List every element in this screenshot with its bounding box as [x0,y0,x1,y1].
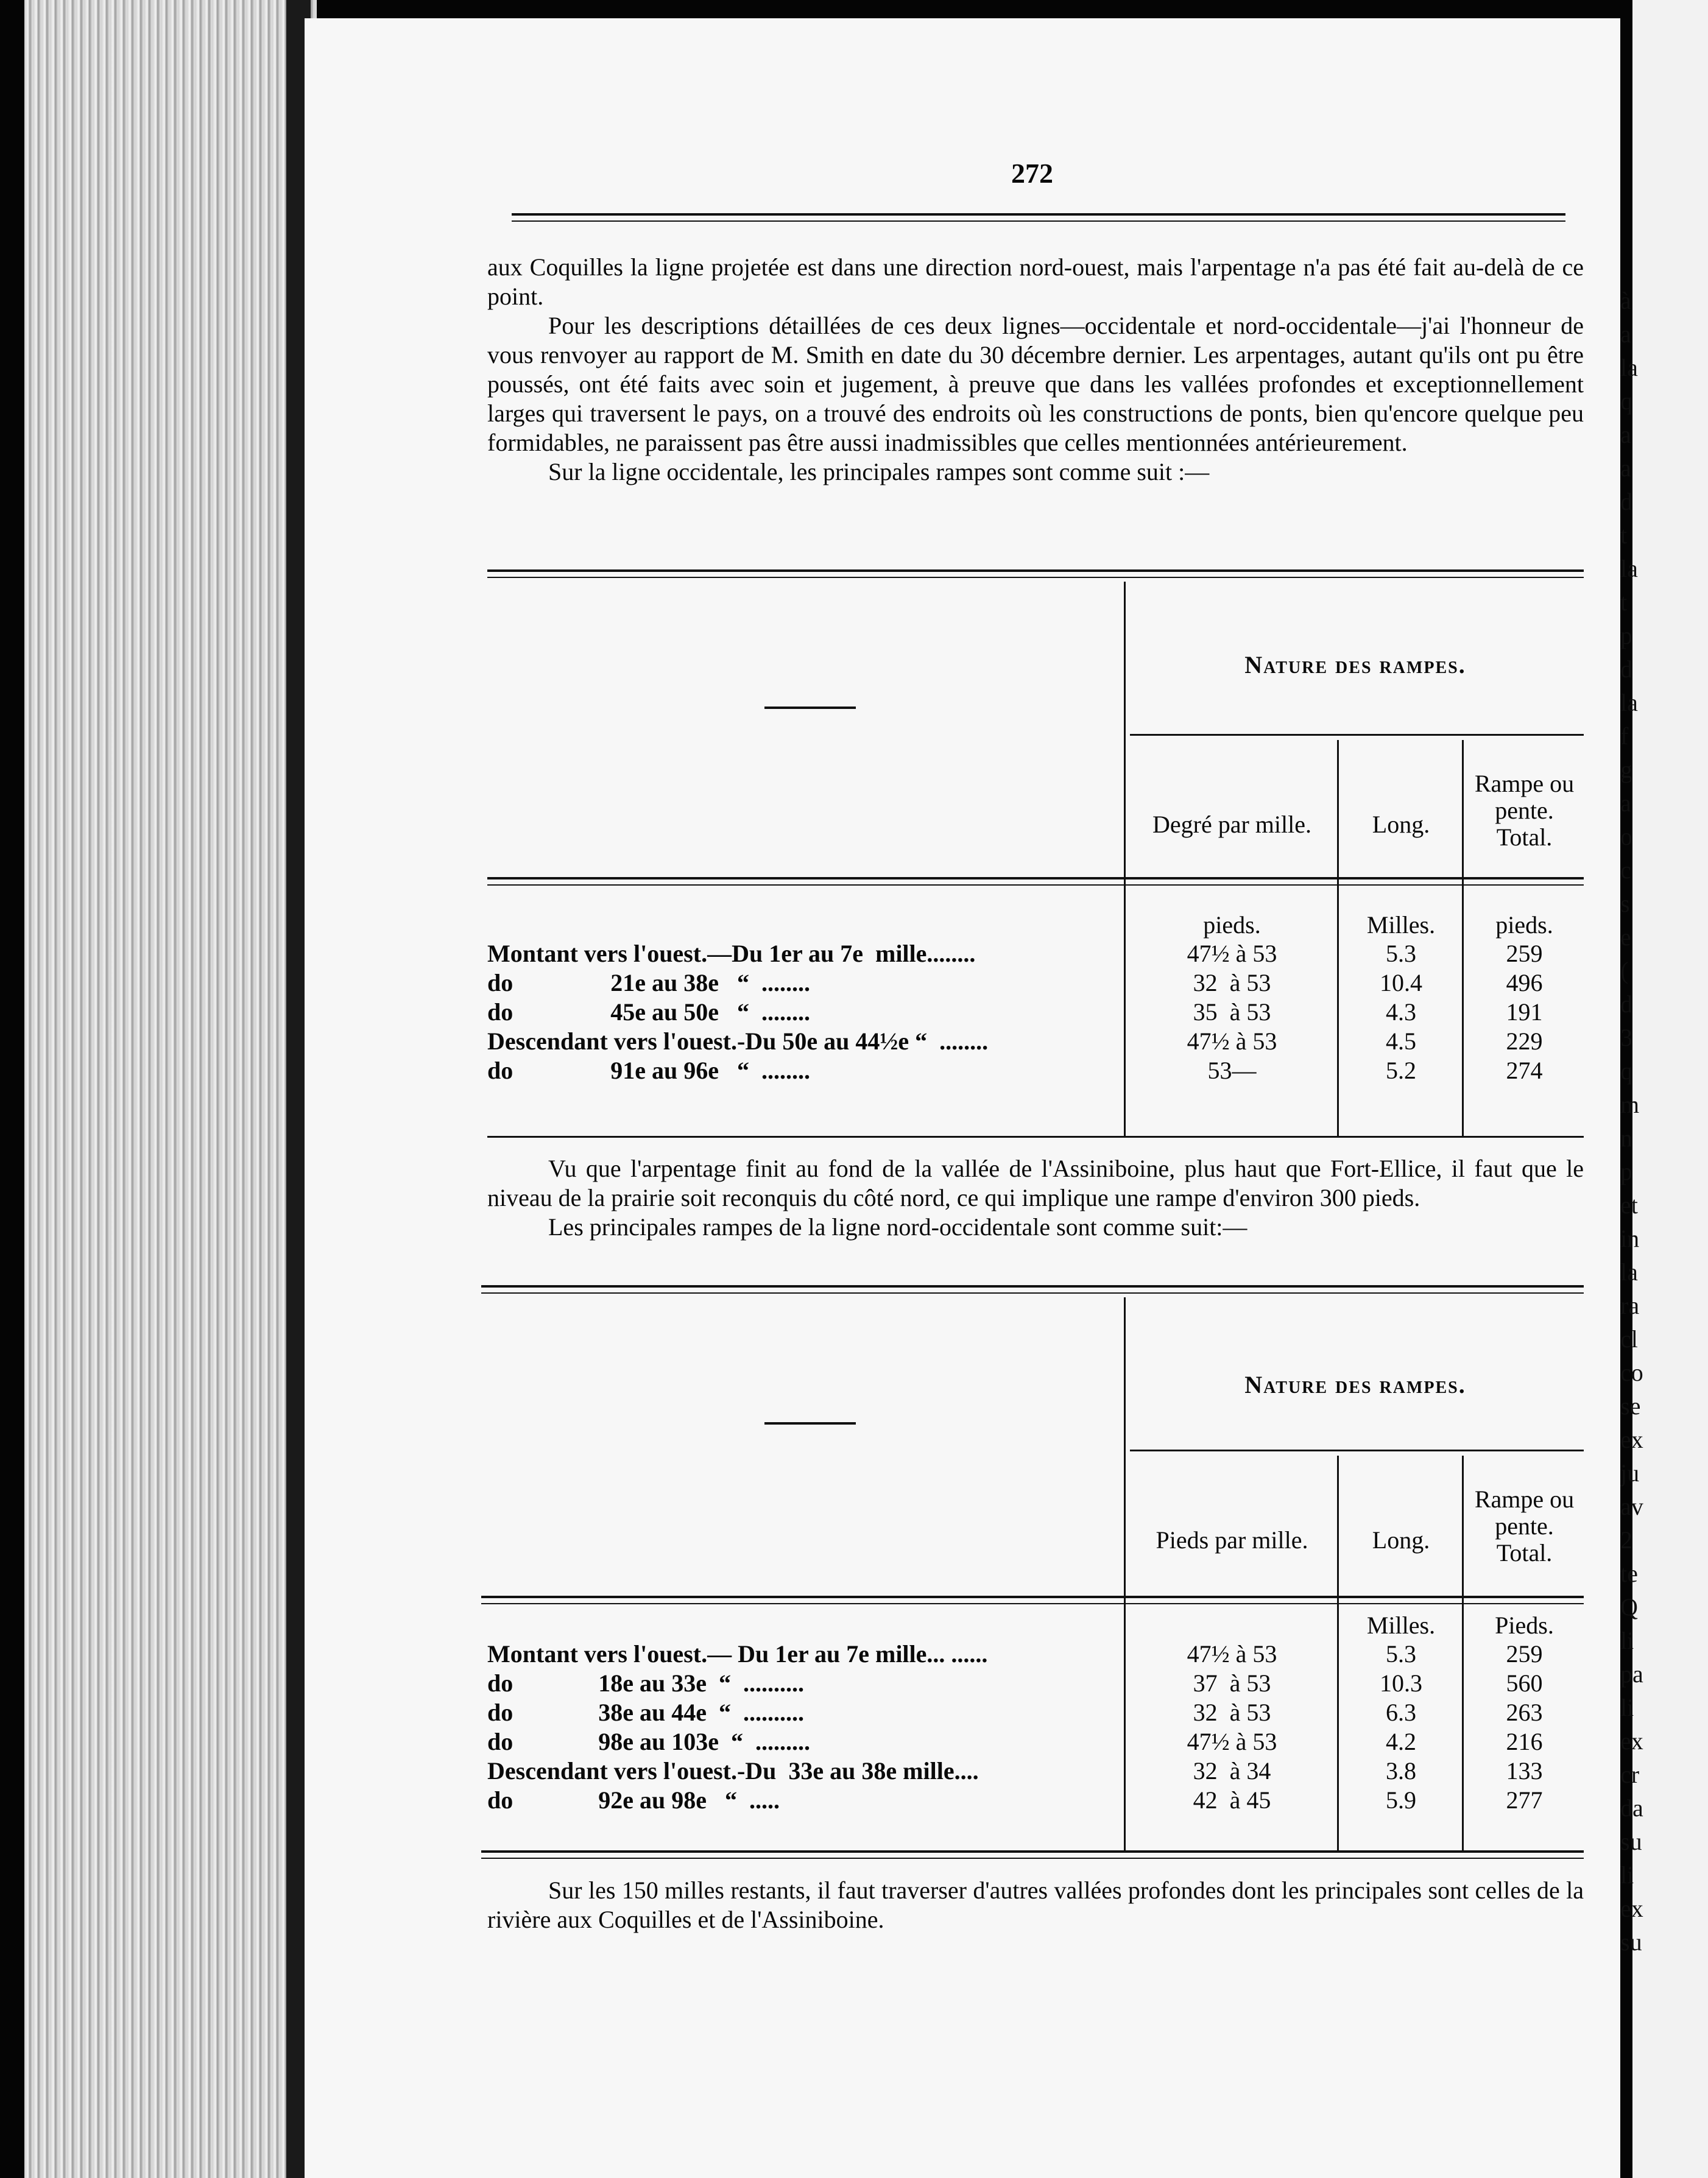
table2-col-divider-2 [1462,1456,1464,1852]
next-page-fragment: a [1620,454,1631,482]
next-page-fragment: li [1620,1694,1634,1721]
next-page-fragment: su [1620,1828,1642,1855]
table-row-label: do 18e au 33e “ .......... [487,1669,804,1697]
table1-col-total: Rampe ou pente. Total. [1474,770,1575,851]
table1-nature-header: Nature des rampes. [1244,651,1466,678]
table2-unit-total: Pieds. [1495,1612,1554,1639]
table1-stub-dash [764,707,856,709]
table-cell-long: 3.8 [1386,1757,1416,1785]
table-cell-long: 10.4 [1380,969,1422,996]
table-cell-long: 6.3 [1386,1699,1416,1726]
table-cell-degree: 47½ à 53 [1187,1728,1277,1755]
next-page-fragment: cl [1620,1325,1638,1353]
table-cell-degree: 42 à 45 [1193,1786,1271,1814]
table2-stub-dash [764,1422,856,1425]
next-page-fragment: co [1620,1359,1643,1386]
paragraph-4: Vu que l'arpentage finit au fond de la vallée de l'Assiniboine, plus haut que Fort-Ellice, il faut que le niveau de la prairie soit reconquis du côté nord, ce qui implique une rampe d'environ 300 pieds. [487,1155,1584,1211]
next-page-fragment: la [1620,555,1638,582]
next-page-margin [1620,0,1708,2178]
table-cell-total: 216 [1506,1728,1543,1755]
table1-col-divider-2 [1462,740,1464,1136]
table2-nature-header: Nature des rampes. [1244,1371,1466,1398]
table1-unit-total: pieds. [1495,911,1553,939]
table2-col-long: Long. [1372,1526,1430,1554]
next-page-fragment: à [1620,287,1631,314]
table2-stub-divider [1124,1297,1126,1852]
next-page-fragment: pa [1620,1660,1643,1688]
table2-col-degree: Pieds par mille. [1156,1526,1308,1554]
next-page-fragment: p [1620,622,1632,649]
table-row-label: Descendant vers l'ouest.-Du 50e au 44½e “ ........ [487,1027,989,1055]
table2-unit-long: Milles. [1366,1612,1436,1639]
next-page-fragment: Q [1620,1593,1638,1621]
table-cell-degree: 35 à 53 [1193,998,1271,1026]
table2-subheader-rule [1130,1450,1584,1451]
next-page-fragment: ra [1620,1292,1640,1319]
next-page-fragment: g [1620,756,1632,783]
next-page-fragment: la [1620,354,1638,381]
next-page-fragment: ex [1620,1895,1643,1922]
table-cell-total: 133 [1506,1757,1543,1785]
next-page-fragment: da [1620,1794,1643,1822]
next-page-fragment: f [1620,722,1629,750]
table-cell-total: 263 [1506,1699,1543,1726]
next-page-fragment: in [1620,1225,1640,1252]
text-bottom [487,1876,1584,1934]
table-cell-total: 191 [1506,998,1543,1026]
table-cell-long: 4.2 [1386,1728,1416,1755]
table-cell-degree: 32 à 53 [1193,1699,1271,1726]
table2-top-rule [481,1285,1584,1294]
table-cell-long: 5.3 [1386,940,1416,967]
table-row-label: do 98e au 103e “ ......... [487,1728,810,1755]
table-row-label: Montant vers l'ouest.—Du 1er au 7e mille........ [487,940,976,967]
table1-bottom-rule [487,1136,1584,1138]
next-page-fragment: a [1620,320,1631,348]
table-cell-total: 259 [1506,1640,1543,1668]
table-cell-total: 496 [1506,969,1543,996]
next-page-fragment: 2 [1620,1526,1632,1554]
next-page-fragment: li [1620,1627,1634,1654]
next-page-fragment: te [1620,1560,1638,1587]
book-page-edges [24,0,317,2178]
table-cell-degree: 47½ à 53 [1187,1640,1277,1668]
table-cell-degree: 53— [1207,1057,1257,1084]
table1-col-long: Long. [1372,811,1430,838]
page-number: 272 [1011,158,1053,189]
table1-stub-divider [1124,582,1126,1136]
next-page-fragment: a [1620,789,1631,817]
text-top [487,253,1584,487]
header-rule [512,213,1565,222]
next-page-fragment: d [1620,990,1632,1018]
next-page-fragment: 3 [1620,1024,1632,1051]
table-cell-degree: 37 à 53 [1193,1669,1271,1697]
table-cell-total: 259 [1506,940,1543,967]
table1-top-rule [487,569,1584,578]
table1-col-divider-1 [1337,740,1339,1136]
next-page-fragment: a [1620,421,1631,448]
next-page-fragment: se [1620,1392,1641,1420]
next-page-fragment: ju [1620,1459,1640,1487]
next-page-fragment: ex [1620,1426,1643,1453]
table-row-label: do 38e au 44e “ .......... [487,1699,804,1726]
next-page-fragment: ex [1620,1727,1643,1755]
document-page [305,18,1620,2178]
paragraph-5: Les principales rampes de la ligne nord-occidentale sont comme suit:— [548,1213,1247,1241]
table-cell-total: 274 [1506,1057,1543,1084]
next-page-fragment: t [1620,521,1628,549]
next-page-fragment: e [1620,923,1631,951]
next-page-fragment: su [1620,1928,1642,1956]
next-page-fragment: ( [1620,957,1629,984]
next-page-fragment: q [1620,1057,1632,1085]
table-row-label: Montant vers l'ouest.— Du 1er au 7e mille... ...... [487,1640,988,1668]
table1-unit-degree: pieds. [1203,911,1261,939]
next-page-fragment: li [1620,1861,1634,1889]
table-cell-long: 5.9 [1386,1786,1416,1814]
next-page-fragment: c [1620,856,1631,884]
table-cell-degree: 32 à 53 [1193,969,1271,996]
next-page-fragment: p [1620,1158,1632,1185]
table-cell-long: 10.3 [1380,1669,1422,1697]
text-middle [487,1154,1584,1242]
table-cell-total: 277 [1506,1786,1543,1814]
next-page-fragment: d [1620,655,1632,683]
table2-col-divider-1 [1337,1456,1339,1852]
next-page-fragment: av [1620,1493,1643,1520]
table-cell-long: 5.3 [1386,1640,1416,1668]
paragraph-1: aux Coquilles la ligne projetée est dans une direction nord-ouest, mais l'arpentage n'a pas été fait au-delà de ce point. [487,253,1584,310]
table2-header-rule [481,1596,1584,1604]
paragraph-3: Sur la ligne occidentale, les principales rampes sont comme suit :— [548,458,1210,485]
table-row-label: do 92e au 98e “ ..... [487,1786,780,1814]
next-page-fragment: et [1620,1191,1638,1219]
table1-unit-long: Milles. [1366,911,1436,939]
table-cell-long: 5.2 [1386,1057,1416,1084]
table-cell-total: 229 [1506,1027,1543,1055]
table-cell-long: 4.5 [1386,1027,1416,1055]
table1-subheader-rule [1130,734,1584,736]
next-page-fragment: d [1620,488,1632,515]
next-page-fragment: la [1620,689,1638,716]
table-row-label: Descendant vers l'ouest.-Du 33e au 38e mille.... [487,1757,979,1785]
next-page-fragment: m [1620,1091,1640,1118]
table1-header-rule [487,877,1584,886]
table-row-label: do 91e au 96e “ ........ [487,1057,810,1084]
next-page-fragment: n [1620,1124,1632,1152]
table-cell-total: 560 [1506,1669,1543,1697]
table-cell-degree: 47½ à 53 [1187,940,1277,967]
next-page-fragment: cr [1620,1761,1640,1788]
table2-col-total: Rampe ou pente. Total. [1474,1485,1575,1567]
table2-bottom-rule [481,1850,1584,1859]
next-page-fragment: la [1620,1258,1638,1286]
next-page-fragment: o [1620,823,1632,850]
table-cell-long: 4.3 [1386,998,1416,1026]
paragraph-6: Sur les 150 milles restants, il faut traverser d'autres vallées profondes dont les principales sont celles de la rivière aux Coquilles et de l'Assiniboine. [487,1877,1584,1933]
paragraph-2: Pour les descriptions détaillées de ces deux lignes—occidentale et nord-occidentale—j'ai l'honneur de vous renvoyer au rapport de M. Smith en date du 30 décembre dernier. Les arpentages, autant qu'ils ont pu être poussés, ont été faits avec soin et jugement, à preuve que dans les vallées profondes et exceptionnellement larges qui traversent le pays, on a trouvé des endroits où les constructions de ponts, bien qu'encore quelque peu formidables, ne paraissent pas être aussi inadmissibles que celles mentionnées antérieurement. [487,312,1584,456]
table-row-label: do 45e au 50e “ ........ [487,998,810,1026]
next-page-fragment: s [1620,890,1630,917]
next-page-fragment: q [1620,387,1632,415]
next-page-fragment: t [1620,588,1628,616]
table-cell-degree: 47½ à 53 [1187,1027,1277,1055]
table-row-label: do 21e au 38e “ ........ [487,969,810,996]
table-cell-degree: 32 à 34 [1193,1757,1271,1785]
table1-col-degree: Degré par mille. [1152,811,1311,838]
